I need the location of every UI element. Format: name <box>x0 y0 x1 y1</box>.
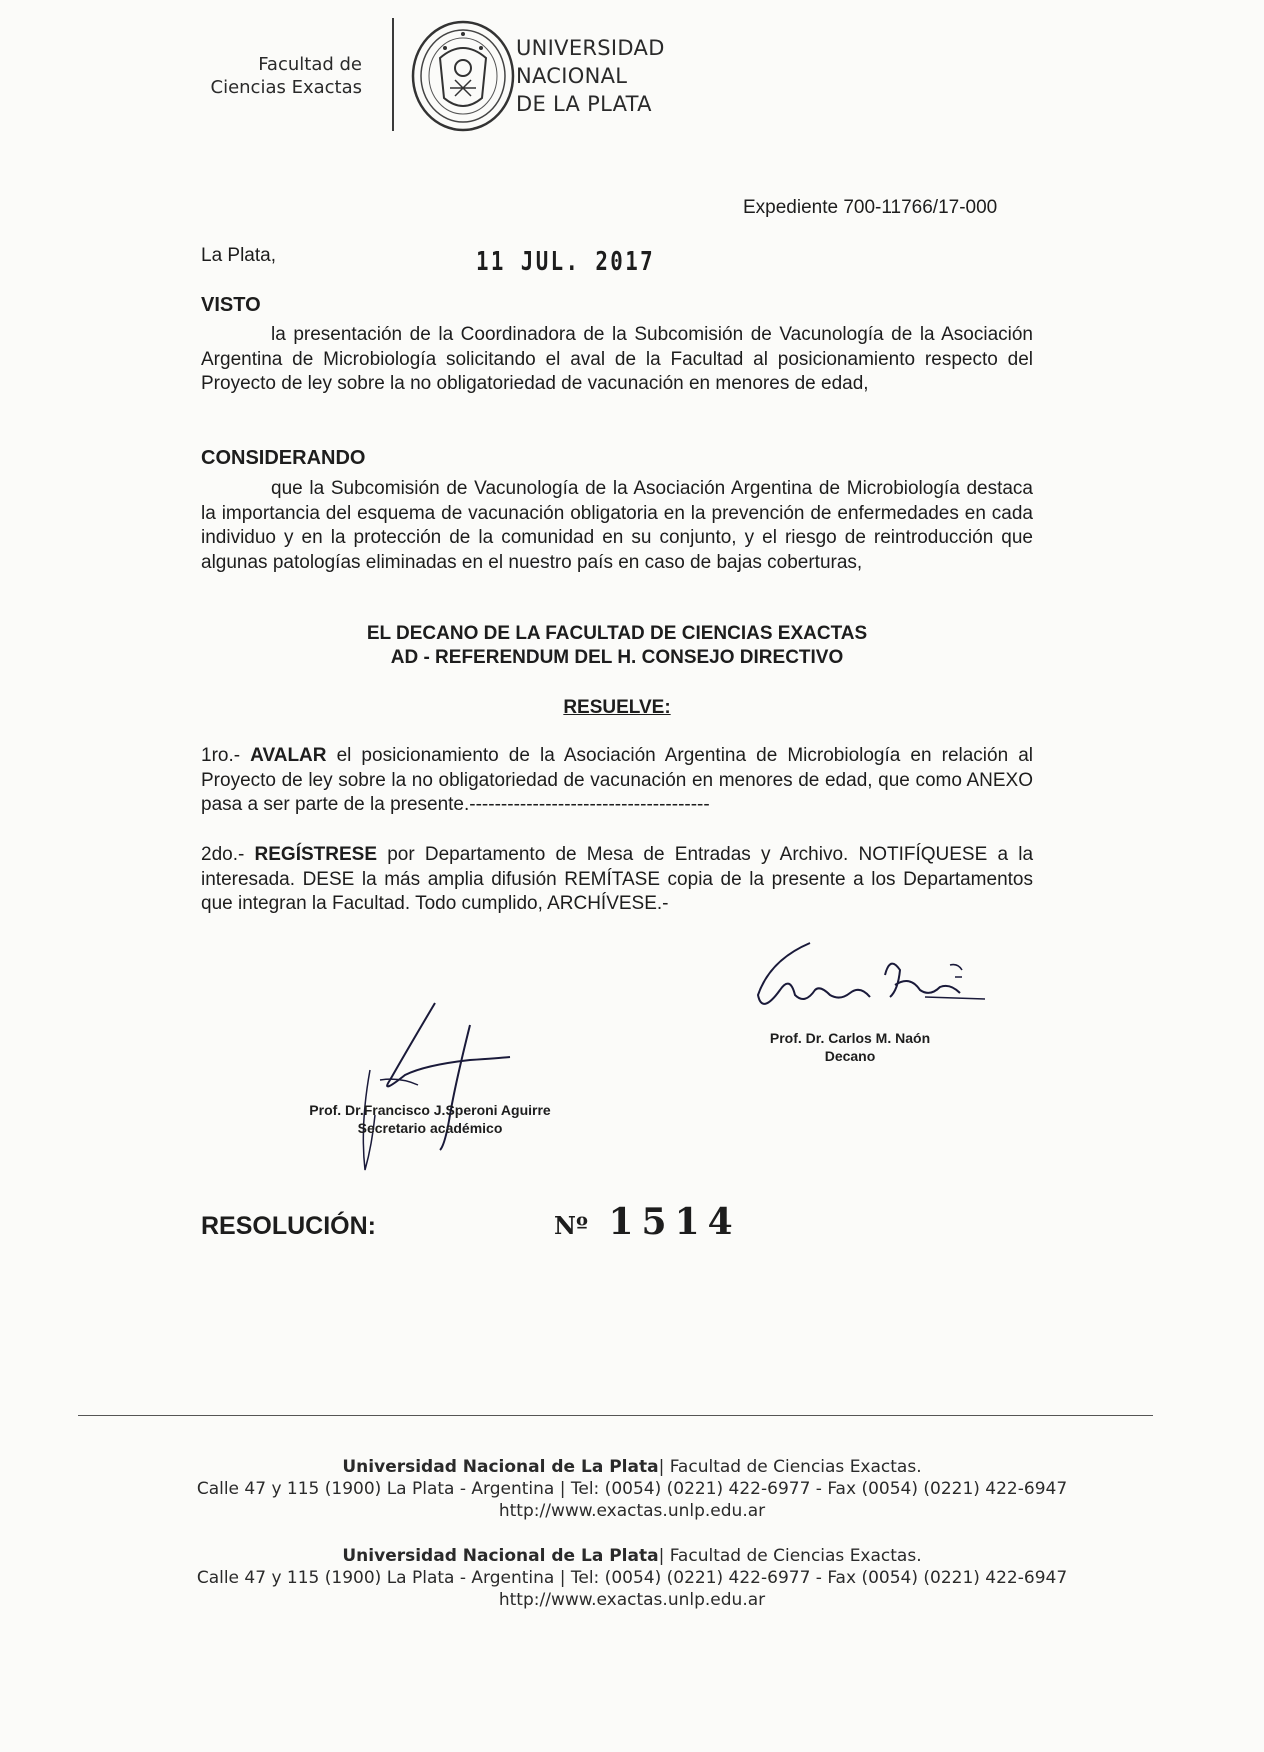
article-1-number: 1ro.- <box>201 745 241 766</box>
expediente-number: Expediente 700-11766/17-000 <box>743 197 998 218</box>
faculty-line-2: Ciencias Exactas <box>210 77 362 98</box>
article-1-keyword: AVALAR <box>250 745 327 766</box>
considerando-text: que la Subcomisión de Vacunología de la Asociación Argentina de Microbiología destaca la importancia del esquema de vacunación obligatoria en la prevención de enfermedades en cada individuo y en la protección de la comunidad en su conjunto, y el riesgo de reintroducción que algunas patologías eliminadas en el nuestro país en caso de bajas coberturas, <box>201 478 1033 573</box>
footer-2-faculty: | Facultad de Ciencias Exactas. <box>658 1546 922 1566</box>
footer-1-university: Universidad Nacional de La Plata <box>342 1457 659 1477</box>
university-seal-logo <box>410 18 516 134</box>
place-label: La Plata, <box>201 245 276 266</box>
secretario-signature <box>350 995 520 1175</box>
visto-text: la presentación de la Coordinadora de la Subcomisión de Vacunología de la Asociación Argentina de Microbiología solicitando el aval de la Facultad al posicionamiento respecto del Proyecto de ley sobre la no obligatoriedad de vacunación en menores de edad, <box>201 324 1033 394</box>
footer-block-2 <box>100 1545 1164 1611</box>
date-stamp: 11 JUL. 2017 <box>476 247 656 277</box>
university-line-1: UNIVERSIDAD <box>516 36 665 60</box>
decano-block <box>740 1029 960 1065</box>
secretario-role: Secretario académico <box>357 1120 503 1136</box>
footer-divider <box>78 1415 1153 1416</box>
visto-heading: VISTO <box>201 294 261 316</box>
footer-2-address: Calle 47 y 115 (1900) La Plata - Argentina | Tel: (0054) (0221) 422-6977 - Fax (0054) (0221) 422-6947 <box>196 1568 1068 1588</box>
secretario-name: Prof. Dr.Francisco J.Speroni Aguirre <box>309 1102 551 1118</box>
university-line-3: DE LA PLATA <box>516 92 652 116</box>
resolucion-number <box>554 1201 741 1243</box>
article-2-number: 2do.- <box>201 844 245 865</box>
footer-2-url[interactable]: http://www.exactas.unlp.edu.ar <box>498 1590 766 1610</box>
footer-2-university: Universidad Nacional de La Plata <box>342 1546 659 1566</box>
secretario-block <box>280 1101 580 1137</box>
decano-title-line-2: AD - REFERENDUM DEL H. CONSEJO DIRECTIVO <box>390 647 844 668</box>
faculty-line-1: Facultad de <box>258 54 362 75</box>
visto-paragraph <box>201 323 1033 397</box>
decano-title-line-1: EL DECANO DE LA FACULTAD DE CIENCIAS EXACTAS <box>366 623 868 644</box>
header-divider <box>392 18 394 131</box>
considerando-paragraph <box>201 477 1033 575</box>
footer-1-address: Calle 47 y 115 (1900) La Plata - Argentina | Tel: (0054) (0221) 422-6977 - Fax (0054) (0221) 422-6947 <box>196 1479 1068 1499</box>
decano-signature <box>750 935 1000 1020</box>
faculty-name <box>170 53 362 99</box>
resolucion-label: RESOLUCIÓN: <box>201 1212 376 1240</box>
article-1 <box>201 744 1033 818</box>
article-2-text: por Departamento de Mesa de Entradas y Archivo. NOTIFÍQUESE a la interesada. DESE la más amplia difusión REMÍTASE copia de la presente a los Departamentos que integran la Facultad. Todo cumplido, ARCHÍVESE.- <box>201 844 1034 914</box>
university-name <box>516 34 665 118</box>
decano-title <box>201 622 1033 670</box>
decano-name: Prof. Dr. Carlos M. Naón <box>769 1030 931 1046</box>
footer-block-1 <box>100 1456 1164 1522</box>
resuelve-heading: RESUELVE: <box>563 697 671 718</box>
article-2-keyword: REGÍSTRESE <box>254 844 377 865</box>
footer-1-faculty: | Facultad de Ciencias Exactas. <box>658 1457 922 1477</box>
footer-1-url[interactable]: http://www.exactas.unlp.edu.ar <box>498 1501 766 1521</box>
resolucion-number-prefix: Nº <box>554 1211 588 1240</box>
article-2 <box>201 843 1033 917</box>
university-line-2: NACIONAL <box>516 64 628 88</box>
considerando-heading: CONSIDERANDO <box>201 447 366 469</box>
resolucion-number-value: 1514 <box>608 1201 741 1243</box>
article-1-text: el posicionamiento de la Asociación Argentina de Microbiología en relación al Proyecto de ley sobre la no obligatoriedad de vacunación en menores de edad, que como ANEXO pasa a ser parte de la presente.-------------------------------------- <box>201 745 1034 815</box>
decano-role: Decano <box>824 1048 876 1064</box>
